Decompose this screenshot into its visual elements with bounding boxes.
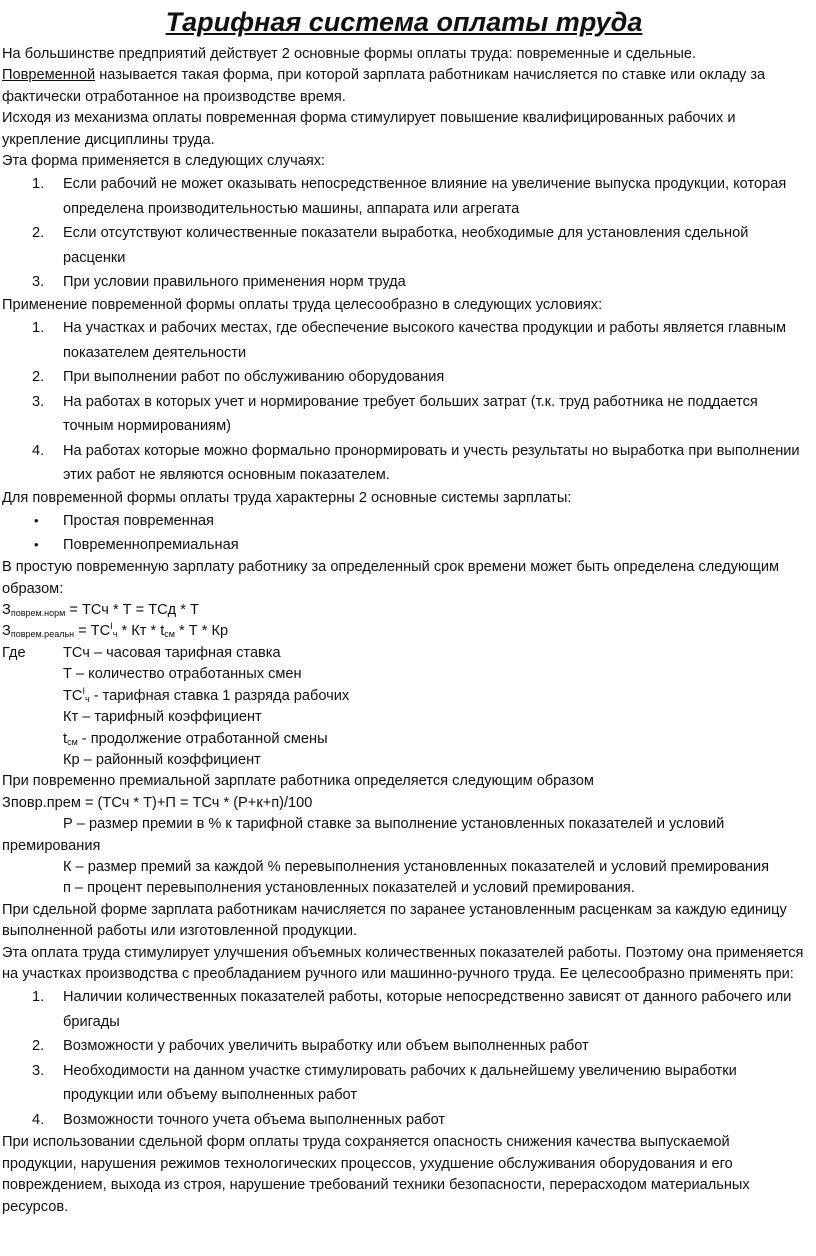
list-text: На работах в которых учет и нормирование требует больших затрат (т.к. труд работника не поддается точным нормированиям) [63, 393, 758, 435]
formula-body: * Т * Кр [174, 623, 229, 640]
list-text: На участках и рабочих местах, где обеспечение высокого качества продукции и работы является главным показателем деятельности [63, 320, 787, 361]
definition-text: Кт – тарифный коэффициент [63, 709, 262, 726]
definition-text: Кр – районный коэффициент [63, 751, 261, 768]
list-item [2, 439, 806, 488]
document-title: Тарифная система оплаты труда [165, 7, 643, 37]
conditions-intro: Применение повременной формы оплаты труда целесообразно в следующих условиях: [2, 296, 603, 313]
list-number: 2. [32, 1038, 45, 1055]
definition-text: Т – количество отработанных смен [63, 666, 302, 683]
list-item [2, 365, 806, 390]
list-item [2, 316, 806, 365]
definition-row [2, 664, 806, 685]
piece-paragraph-1: При сдельной форме зарплата работникам начисляется по заранее установленным расценкам за каждую единицу выполненной работы или изготовленной продукции. [2, 901, 787, 940]
list-number: 1. [32, 320, 45, 337]
definition-text: ТС [63, 687, 83, 704]
list-number: 4. [32, 1111, 45, 1128]
definition-row [2, 643, 806, 664]
list-number: 3. [32, 274, 45, 291]
definition-row [2, 750, 806, 771]
intro-paragraph-4: Эта форма применяется в следующих случаях: [2, 153, 326, 170]
formula-subscript: см [164, 629, 175, 640]
intro-paragraph-3: Исходя из механизма оплаты повременная форма стимулирует повышение квалифицированных рабочих и укрепление дисциплины труда. [2, 110, 736, 148]
list-item [2, 509, 806, 533]
formula-subscript: поврем.норм [10, 608, 66, 619]
list-item [2, 172, 806, 221]
premium-def-p: Р – размер премии в % к тарифной ставке за выполнение установленных показателей и условий премирования [2, 816, 725, 854]
list-text: Простая повременная [63, 513, 214, 530]
conditions-list [2, 316, 806, 488]
list-item [2, 221, 806, 270]
list-item [2, 985, 806, 1034]
list-text: На работах которые можно формально пронормировать и учесть результаты но выработка при выполнении этих работ не являются основным показателем. [63, 442, 800, 484]
list-item [2, 1059, 806, 1108]
list-text: Повременнопремиальная [63, 537, 239, 554]
formula-body: = ТС [74, 623, 111, 640]
list-number: 2. [32, 225, 45, 242]
list-item [2, 1034, 806, 1059]
list-text: Если отсутствуют количественные показатели выработка, необходимые для установления сдельной расценки [63, 225, 749, 266]
premium-intro: При повременно премиальной зарплате работника определяется следующим образом [2, 773, 594, 790]
formula-symbol: З [2, 602, 11, 619]
list-text: Возможности у рабочих увеличить выработку или объем выполненных работ [63, 1038, 589, 1055]
formula-subscript: ч [84, 693, 90, 704]
formula-body: = ТСч * Т = ТСд * Т [65, 602, 199, 619]
systems-intro: Для повременной формы оплаты труда характерны 2 основные системы зарплаты: [2, 489, 572, 506]
formula-superscript: I [82, 685, 85, 696]
where-label: Где [2, 644, 26, 661]
list-item [2, 533, 806, 557]
systems-list [2, 509, 806, 557]
formula-superscript: I [110, 621, 113, 632]
intro-paragraph-2 [2, 65, 806, 108]
list-text: Необходимости на данном участке стимулировать рабочих к дальнейшему увеличению выработки продукции или объему выполненных работ [63, 1062, 737, 1104]
definition-row [2, 707, 806, 728]
term-time-based: Повременной [2, 67, 96, 84]
list-number: 2. [32, 369, 45, 386]
definitions-block [2, 643, 806, 771]
formula-premium: Зповр.прем = (ТСч * Т)+П = ТСч * (Р+к+п)/100 [2, 794, 313, 811]
piece-paragraph-2: Эта оплата труда стимулирует улучшения объемных количественных показателей работы. Поэтому она применяется на участках производства с преобладанием ручного или машинно-ручного труда. Ее целесообразно применять при: [2, 944, 804, 982]
list-text: Если рабочий не может оказывать непосредственное влияние на увеличение выпуска продукции, которая определена производительностью машины, аппарата или агрегата [63, 176, 787, 217]
term-definition: называется такая форма, при которой зарплата работникам начисляется по ставке или окладу за фактически отработанное на производстве время. [2, 67, 766, 105]
cases-list [2, 172, 806, 295]
list-number: 3. [32, 393, 45, 410]
definition-text: t [63, 730, 68, 747]
formula-simple-real [2, 621, 806, 642]
formula-body: * Кт * t [117, 623, 165, 640]
conclusion-paragraph: При использовании сдельной форм оплаты труда сохраняется опасность снижения качества выпускаемой продукции, нарушения режимов технологических процессов, ухудшение обслуживания оборудования и его повреждением, выхода из строя, нарушение требований техники безопасности, перерасходом материальных ресурсов. [2, 1134, 750, 1215]
definition-text: ТСч – часовая тарифная ставка [63, 644, 281, 661]
list-number: 3. [32, 1062, 45, 1079]
formula-symbol: З [2, 623, 11, 640]
premium-def-n: п – процент перевыполнения установленных показателей и условий премирования. [63, 880, 635, 897]
list-text: Возможности точного учета объема выполненных работ [63, 1111, 446, 1128]
intro-paragraph-1: На большинстве предприятий действует 2 основные формы оплаты труда: повременные и сдельные. [2, 46, 697, 62]
bullet-icon: • [34, 513, 39, 529]
list-text: При условии правильного применения норм труда [63, 274, 406, 291]
formula-subscript: см [67, 736, 78, 747]
list-item [2, 1108, 806, 1133]
simple-intro: В простую повременную зарплату работнику за определенный срок времени может быть определена следующим образом: [2, 559, 780, 597]
list-number: 1. [32, 989, 45, 1006]
bullet-icon: • [34, 537, 39, 553]
formula-subscript: поврем.реальн [10, 629, 75, 640]
premium-def-k: К – размер премий за каждой % перевыполнения установленных показателей и условий премирования [63, 858, 770, 875]
definition-row [2, 729, 806, 750]
list-text: При выполнении работ по обслуживанию оборудования [63, 369, 445, 386]
list-number: 1. [32, 176, 45, 193]
list-number: 4. [32, 442, 45, 459]
list-item [2, 270, 806, 295]
definition-row [2, 686, 806, 707]
formula-simple-norm [2, 600, 806, 621]
definition-text: - продолжение отработанной смены [77, 730, 328, 747]
list-item [2, 390, 806, 439]
piece-cases-list [2, 985, 806, 1132]
definition-text: - тарифная ставка 1 разряда рабочих [89, 687, 350, 704]
list-text: Наличии количественных показателей работы, которые непосредственно зависят от данного рабочего или бригады [63, 989, 792, 1030]
formula-subscript: ч [112, 629, 118, 640]
